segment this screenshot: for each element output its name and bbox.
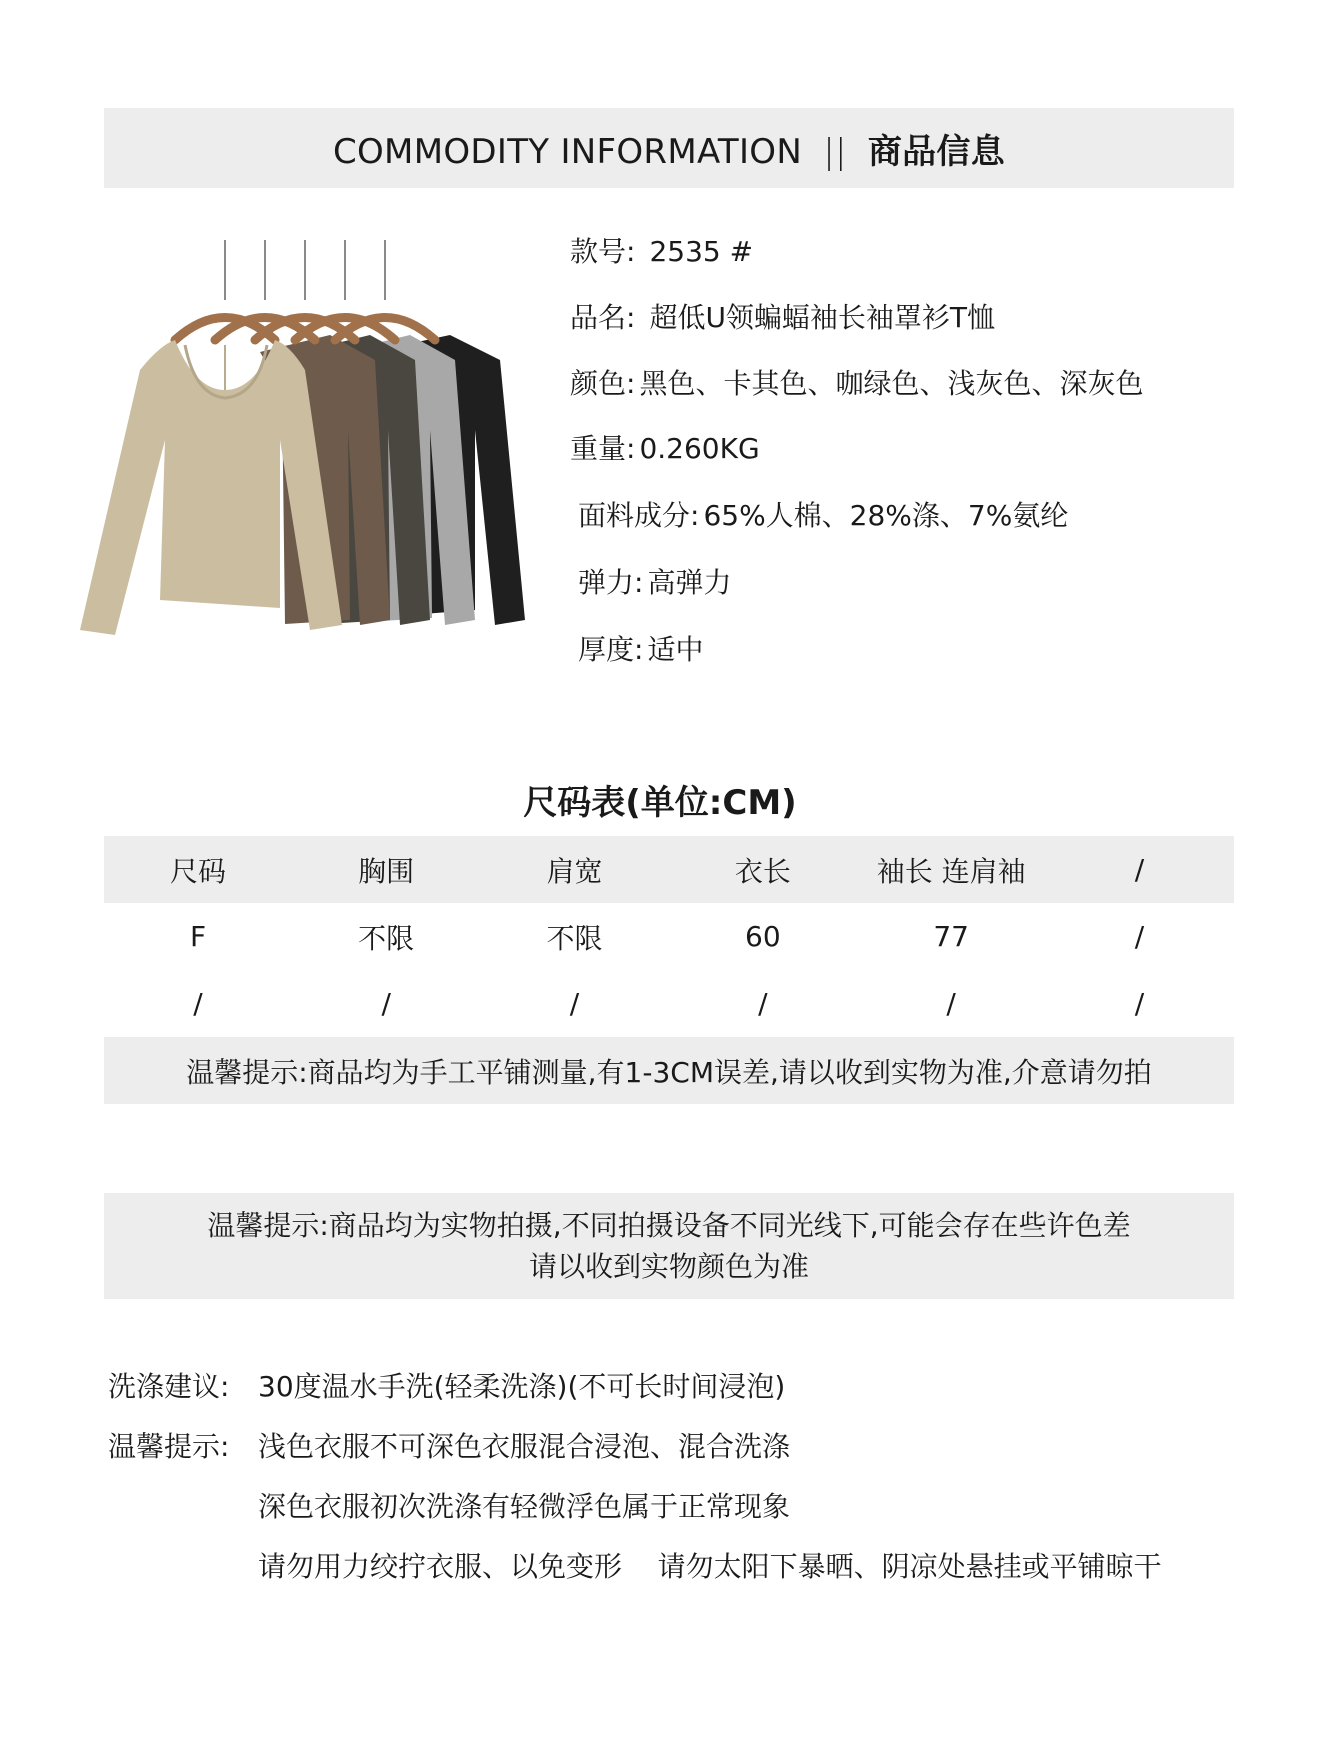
info-value: 适中 [647,633,704,666]
info-row-elasticity [578,561,731,601]
table-cell: / [758,987,768,1020]
table-row [104,903,1234,970]
table-cell: / [569,987,580,1020]
table-cell: / [1134,920,1145,953]
info-label: 品名: [570,301,636,334]
table-header-cell: 肩宽 [546,854,603,888]
table-cell: / [1134,987,1145,1020]
care-tip-line: 请勿用力绞拧衣服、以免变形 请勿太阳下暴晒、阴凉处悬挂或平铺晾干 [258,1550,1162,1583]
product-image [80,240,540,670]
table-cell: / [193,987,203,1020]
info-label: 厚度: [578,633,644,666]
header-band [104,108,1234,188]
size-table-header [104,836,1234,903]
info-label: 重量: [570,432,636,465]
table-header-cell: / [1134,853,1145,886]
info-value: 超低U领蝙蝠袖长袖罩衫T恤 [649,301,996,334]
header-separator: || [823,131,847,172]
table-header-cell: 衣长 [734,854,791,888]
info-label: 款号: [570,235,636,268]
info-row-colors [570,362,1143,402]
table-cell: 不限 [358,921,415,955]
info-row-thickness [578,628,703,668]
care-wash-label: 洗涤建议: [108,1370,230,1403]
measurement-tip: 温馨提示:商品均为手工平铺测量,有1-3CM误差,请以收到实物为准,介意请勿拍 [104,1037,1234,1104]
table-header-cell: 胸围 [358,854,415,888]
header-title [333,124,1005,173]
size-table [104,836,1234,1037]
table-cell: F [189,920,207,953]
header-title-cn: 商品信息 [867,131,1006,172]
table-header-cell: 尺码 [169,854,226,888]
info-row-fabric [578,494,1068,534]
table-cell: 60 [745,920,781,953]
info-value: 2535 # [649,235,754,268]
table-row [104,970,1234,1037]
table-cell: / [946,987,956,1020]
care-tip-line: 浅色衣服不可深色衣服混合浸泡、混合洗涤 [258,1430,791,1463]
color-tip-line1: 温馨提示:商品均为实物拍摄,不同拍摄设备不同光线下,可能会存在些许色差 [207,1209,1131,1242]
care-tip-line: 深色衣服初次洗涤有轻微浮色属于正常现象 [258,1490,791,1523]
info-value: 65%人棉、28%涤、7%氨纶 [703,499,1069,532]
info-label: 弹力: [578,566,644,599]
info-value: 0.260KG [639,432,760,465]
table-cell: 不限 [546,921,603,955]
color-tip-line2: 请以收到实物颜色为准 [528,1250,809,1283]
table-header-cell: 袖长 连肩袖 [876,854,1026,888]
info-row-style-no [570,230,753,270]
care-tip-label: 温馨提示: [108,1430,230,1463]
color-tip [104,1193,1234,1299]
info-row-name [570,296,995,336]
info-label: 面料成分: [578,499,700,532]
care-wash-value: 30度温水手洗(轻柔洗涤)(不可长时间浸泡) [258,1370,786,1403]
table-cell: / [381,987,391,1020]
size-chart-title: 尺码表(单位:CM) [523,783,797,823]
info-value: 高弹力 [647,566,732,599]
info-value: 黑色、卡其色、咖绿色、浅灰色、深灰色 [639,367,1144,400]
header-title-en: COMMODITY INFORMATION [332,131,803,172]
info-row-weight [570,427,760,467]
table-cell: 77 [933,920,969,953]
info-label: 颜色: [570,367,636,400]
